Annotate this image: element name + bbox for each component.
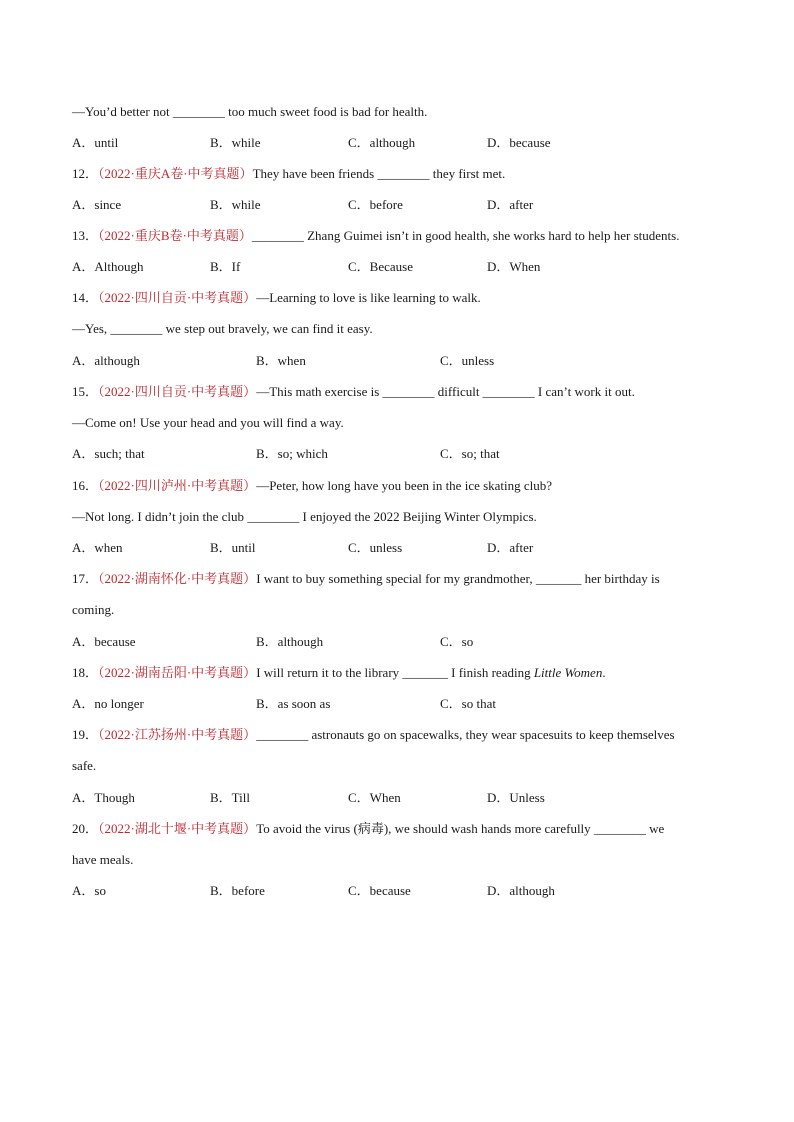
q14-line2: —Yes, ________ we step out bravely, we can find it easy. [72, 321, 373, 336]
question-number: 13． [72, 228, 99, 243]
q13-stem [72, 228, 734, 244]
option-c[interactable]: C．unless [348, 540, 403, 555]
question-number: 20． [72, 821, 99, 836]
option-c[interactable]: C．so that [440, 696, 496, 711]
q19-stem [72, 727, 734, 743]
option-d[interactable]: D．after [487, 197, 534, 212]
question-source: （2022·四川泸州·中考真题） [98, 478, 257, 493]
q16-line2: —Not long. I didn’t join the club ________ I enjoyed the 2022 Beijing Winter Olympics. [72, 509, 537, 524]
option-a[interactable]: A．such; that [72, 446, 145, 461]
question-source: （2022·江苏扬州·中考真题） [98, 727, 257, 742]
option-c[interactable]: C．Because [348, 259, 413, 274]
option-b[interactable]: B．while [210, 197, 261, 212]
question-source: （2022·四川自贡·中考真题） [98, 290, 257, 305]
option-a[interactable]: A．no longer [72, 696, 144, 711]
option-b[interactable]: B．before [210, 883, 265, 898]
option-c[interactable]: C．before [348, 197, 403, 212]
question-source: （2022·湖北十堰·中考真题） [98, 821, 257, 836]
option-d[interactable]: D．although [487, 883, 555, 898]
question-text: I want to buy something special for my grandmother, _______ her birthday is [256, 571, 660, 586]
q17-line2: coming. [72, 602, 115, 617]
option-a[interactable]: A．Although [72, 259, 144, 274]
question-text: —Peter, how long have you been in the ice skating club? [256, 478, 553, 493]
option-a[interactable]: A．because [72, 634, 136, 649]
q19-line2: safe. [72, 758, 97, 773]
option-a[interactable]: A．Though [72, 790, 135, 805]
question-text: —This math exercise is ________ difficult ________ I can’t work it out. [256, 384, 635, 399]
question-number: 12． [72, 166, 99, 181]
q15-stem [72, 384, 734, 400]
option-c[interactable]: C．so; that [440, 446, 500, 461]
option-d[interactable]: D．When [487, 259, 541, 274]
option-d[interactable]: D．because [487, 135, 551, 150]
question-number: 15． [72, 384, 99, 399]
question-text: ________ astronauts go on spacewalks, they wear spacesuits to keep themselves [256, 727, 675, 742]
question-number: 17． [72, 571, 99, 586]
option-a[interactable]: A．since [72, 197, 122, 212]
q18-stem [72, 665, 734, 681]
q17-stem [72, 571, 734, 587]
q20-stem [72, 821, 734, 837]
question-text: —Learning to love is like learning to walk. [256, 290, 481, 305]
q16-stem [72, 478, 734, 494]
option-b[interactable]: B．Till [210, 790, 250, 805]
question-source: （2022·重庆B卷·中考真题） [98, 228, 252, 243]
option-a[interactable]: A．although [72, 353, 140, 368]
option-b[interactable]: B．If [210, 259, 241, 274]
question-source: （2022·重庆A卷·中考真题） [98, 166, 253, 181]
question-number: 18． [72, 665, 99, 680]
question-text-end: . [602, 665, 606, 680]
q14-stem [72, 290, 734, 306]
option-c[interactable]: C．because [348, 883, 411, 898]
q20-line2: have meals. [72, 852, 134, 867]
question-text: To avoid the virus (病毒), we should wash hands more carefully ________ we [256, 821, 665, 836]
option-a[interactable]: A．until [72, 135, 119, 150]
option-c[interactable]: C．When [348, 790, 401, 805]
question-text: I will return it to the library _______ I finish reading [256, 665, 534, 680]
question-source: （2022·四川自贡·中考真题） [98, 384, 257, 399]
question-source: （2022·湖南岳阳·中考真题） [98, 665, 257, 680]
question-source: （2022·湖南怀化·中考真题） [98, 571, 257, 586]
book-title: Little Women [533, 665, 603, 680]
option-b[interactable]: B．although [256, 634, 324, 649]
q12-stem [72, 166, 734, 182]
question-number: 19． [72, 727, 99, 742]
question-text: ________ Zhang Guimei isn’t in good health, she works hard to help her students. [251, 228, 680, 243]
question-number: 16． [72, 478, 99, 493]
option-d[interactable]: D．Unless [487, 790, 545, 805]
question-number: 14． [72, 290, 99, 305]
question-text: They have been friends ________ they first met. [252, 166, 506, 181]
option-c[interactable]: C．so [440, 634, 474, 649]
option-b[interactable]: B．until [210, 540, 256, 555]
option-a[interactable]: A．so [72, 883, 106, 898]
option-b[interactable]: B．when [256, 353, 306, 368]
option-b[interactable]: B．so; which [256, 446, 328, 461]
q15-line2: —Come on! Use your head and you will find a way. [72, 415, 344, 430]
option-c[interactable]: C．unless [440, 353, 495, 368]
option-b[interactable]: B．as soon as [256, 696, 331, 711]
q11-line: —You’d better not ________ too much sweet food is bad for health. [72, 104, 428, 119]
option-a[interactable]: A．when [72, 540, 123, 555]
option-d[interactable]: D．after [487, 540, 534, 555]
option-c[interactable]: C．although [348, 135, 416, 150]
option-b[interactable]: B．while [210, 135, 261, 150]
